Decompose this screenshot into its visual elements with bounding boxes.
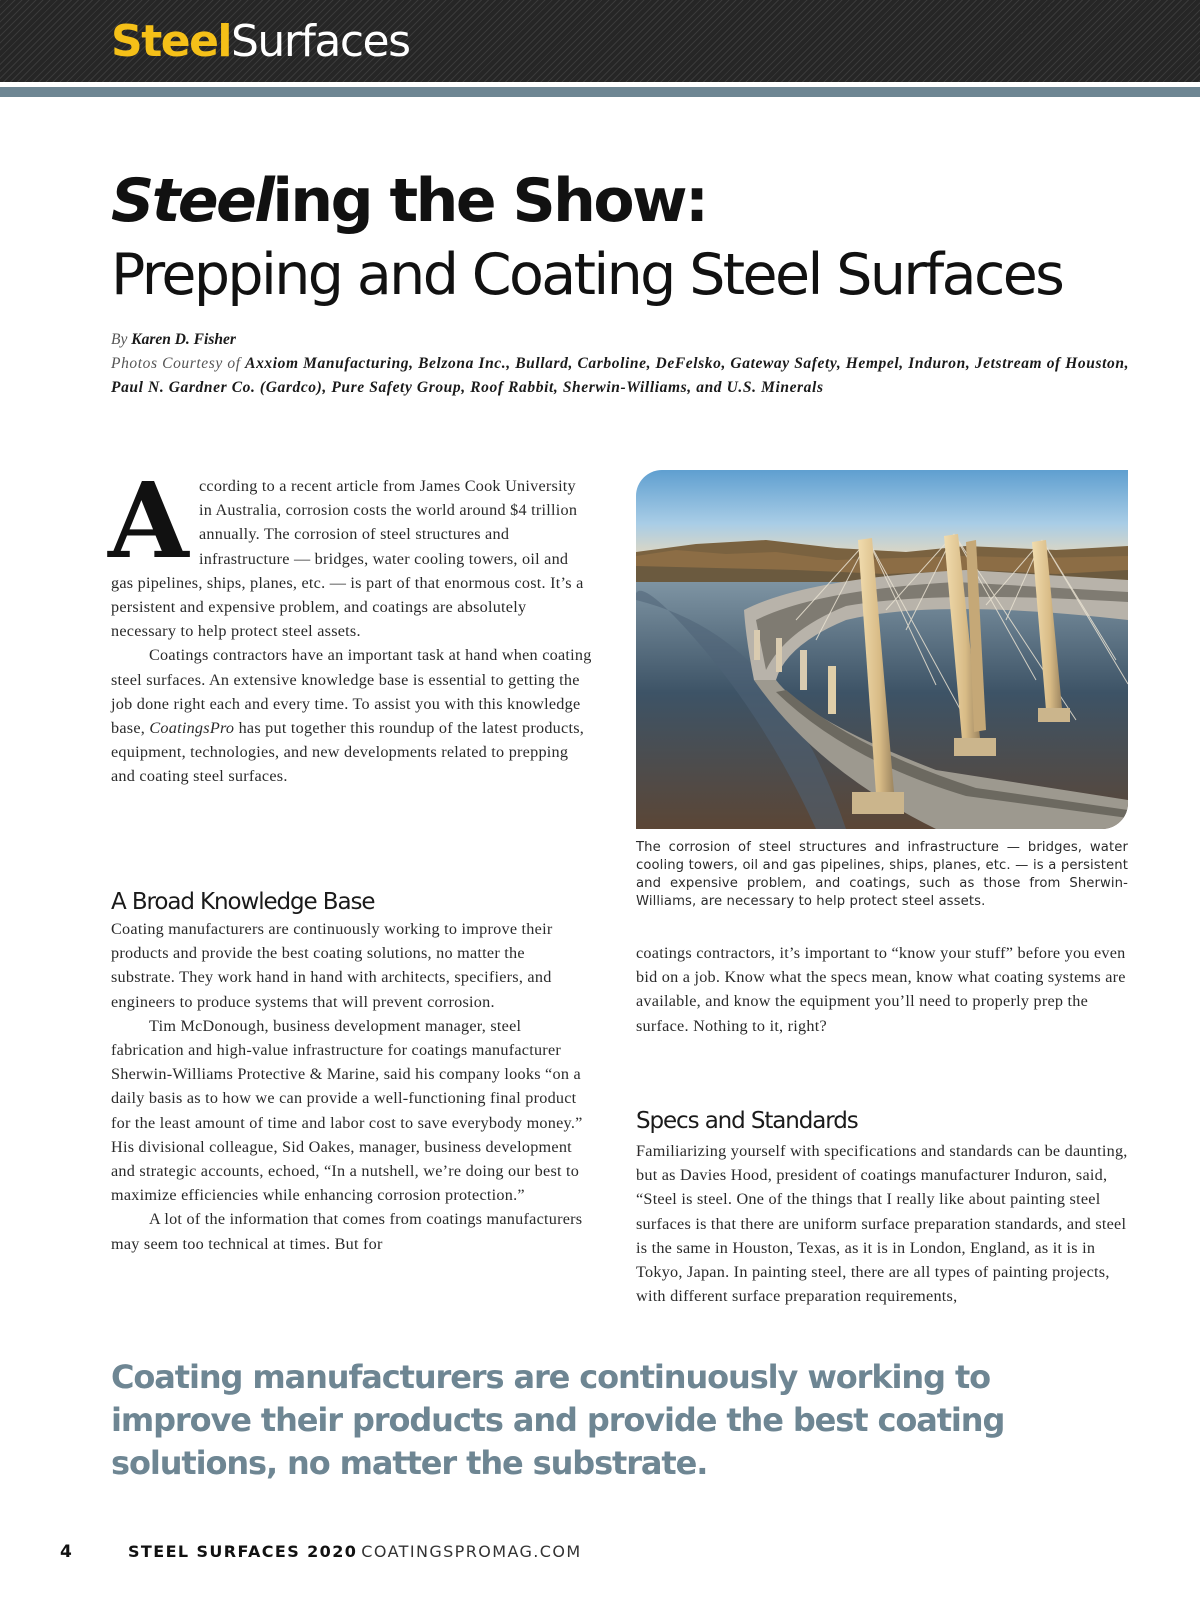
footer: [128, 1541, 582, 1563]
byline-prefix: By: [111, 331, 128, 348]
article-title: [111, 166, 1111, 236]
intro-column: [108, 459, 593, 789]
photo-credits: [111, 352, 1131, 400]
magazine-name: CoatingsPro: [149, 719, 235, 738]
intro-paragraph: [108, 459, 593, 643]
bridge-photo: [636, 470, 1128, 829]
article-title-rest: ing the Show:: [272, 166, 707, 236]
paragraph-4: Tim McDonough, business development manager, steel fabrication and high-value infrastructure for coatings manufacturer Sherwin-Williams Protective & Marine, said his company looks “on a daily basis as to how we can provide a well-functioning final product for the least amount of time and labor cost to save everybody money.” His divisional colleague, Sid Oakes, manager, business development and strategic accounts, echoed, “In a nutshell, we’re doing our best to maximize efficiencies while enhancing corrosion protection.”: [111, 1016, 583, 1205]
byline: [111, 328, 236, 352]
pull-quote: Coating manufacturers are continuously working to improve their products and provide the best coating solutions, no matter the substrate.: [111, 1358, 1005, 1482]
right-column-top: [636, 941, 1130, 1038]
section-title-surfaces: Surfaces: [231, 16, 410, 67]
knowledge-column: [111, 917, 593, 1256]
paragraph-5: A lot of the information that comes from coatings manufacturers may seem too technical at times. But for: [111, 1210, 583, 1253]
paragraph-6: coatings contractors, it’s important to “know your stuff” before you even bid on a job. Know what the specs mean, know what coating systems are available, and know the equipment you’ll need to properly prep the surface. Nothing to it, right?: [636, 944, 1126, 1035]
header-rule-slate: [0, 87, 1200, 97]
paragraph-2-text-a: Coatings contractors have an important task at hand when coating steel surfaces. An extensive knowledge base is essential to getting the job done right each and every time. To assist you with this knowledge base,: [111, 646, 592, 738]
article-title-italic: Steel: [111, 166, 273, 236]
header-band: [0, 0, 1200, 82]
author-name: Karen D. Fisher: [131, 331, 236, 348]
article-subtitle: Prepping and Coating Steel Surfaces: [111, 242, 1063, 308]
page-number: 4: [60, 1542, 72, 1562]
footer-site-link[interactable]: COATINGSPROMAG.COM: [361, 1542, 582, 1561]
paragraph-7: Familiarizing yourself with specifications and standards can be daunting, but as Davies Hood, president of coatings manufacturer Induron, said, “Steel is steel. One of the things that I really like about painting steel surfaces is that there are uniform surface preparation standards, and steel is the same in Houston, Texas, as it is in London, England, as it is in Tokyo, Japan. In painting steel, there are all types of painting projects, with different surface preparation requirements,: [636, 1142, 1128, 1306]
photo-credits-list: Axxiom Manufacturing, Belzona Inc., Bullard, Carboline, DeFelsko, Gateway Safety, Hempel, Induron, Jetstream of Houston, Paul N. Gardner Co. (Gardco), Pure Safety Group, Roof Rabbit, Sherwin-Williams, and U.S. Minerals: [111, 355, 1130, 396]
paragraph-2-text-b: has put together this roundup of the latest products, equipment, technologies, and new developments related to prepping and coating steel surfaces.: [111, 719, 585, 786]
section-title: [111, 12, 410, 72]
drop-cap: A: [108, 459, 189, 582]
footer-issue: STEEL SURFACES 2020: [128, 1542, 358, 1561]
paragraph-3: Coating manufacturers are continuously working to improve their products and provide the best coating solutions, no matter the substrate. They work hand in hand with architects, specifiers, and engineers to produce systems that will prevent corrosion.: [111, 920, 553, 1011]
section-heading-specs: Specs and Standards: [636, 1108, 858, 1134]
right-column-bottom: [636, 1139, 1130, 1308]
paragraph-2: [111, 643, 593, 788]
intro-text: ccording to a recent article from James Cook University in Australia, corrosion costs the world around $4 trillion annually. The corrosion of steel structures and infrastructure — bridges, water cooling towers, oil and gas pipelines, ships, planes, etc. — is part of that enormous cost. It’s a persistent and expensive problem, and coatings are absolutely necessary to help protect steel assets.: [111, 477, 584, 641]
section-title-steel: Steel: [111, 16, 231, 67]
photo-caption: The corrosion of steel structures and infrastructure — bridges, water cooling towers, oil and gas pipelines, ships, planes, etc. — is a persistent and expensive problem, and coatings, such as those from Sherwin-Williams, are necessary to help protect steel assets.: [636, 840, 1128, 909]
photo-credits-prefix: Photos Courtesy of: [111, 355, 241, 372]
section-heading-knowledge: A Broad Knowledge Base: [111, 889, 375, 915]
